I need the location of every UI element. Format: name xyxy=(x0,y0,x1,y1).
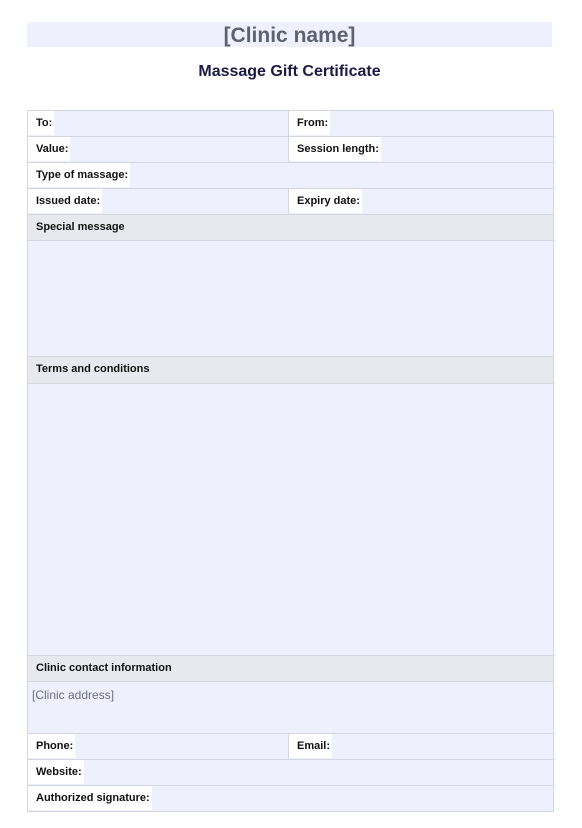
gift-certificate-form xyxy=(27,110,554,812)
clinic-address-placeholder: [Clinic address] xyxy=(32,688,115,702)
terms-label: Terms and conditions xyxy=(36,363,150,375)
terms-box[interactable] xyxy=(28,384,554,656)
signature-field[interactable] xyxy=(28,786,554,812)
terms-header xyxy=(28,357,554,384)
contact-label: Clinic contact information xyxy=(36,662,172,674)
to-field[interactable] xyxy=(28,111,289,137)
document-title: Massage Gift Certificate xyxy=(198,63,381,80)
value-field[interactable] xyxy=(28,137,289,163)
value-label: Value: xyxy=(28,137,70,161)
type-of-massage-field[interactable] xyxy=(28,163,554,189)
special-message-box[interactable] xyxy=(28,241,554,357)
website-label: Website: xyxy=(28,760,84,784)
email-field[interactable] xyxy=(289,734,554,760)
clinic-name[interactable]: [Clinic name] xyxy=(27,22,552,47)
email-label: Email: xyxy=(289,734,332,758)
from-label: From: xyxy=(289,111,330,135)
clinic-address-box[interactable] xyxy=(28,682,554,734)
website-field[interactable] xyxy=(28,760,554,786)
signature-label: Authorized signature: xyxy=(28,786,152,810)
from-field[interactable] xyxy=(289,111,554,137)
special-message-header xyxy=(28,215,554,241)
contact-header xyxy=(28,656,554,682)
phone-field[interactable] xyxy=(28,734,289,760)
special-message-label: Special message xyxy=(36,221,125,233)
session-length-field[interactable] xyxy=(289,137,554,163)
phone-label: Phone: xyxy=(28,734,75,758)
issued-date-field[interactable] xyxy=(28,189,289,215)
expiry-date-label: Expiry date: xyxy=(289,189,362,213)
session-length-label: Session length: xyxy=(289,137,381,161)
to-label: To: xyxy=(28,111,54,135)
expiry-date-field[interactable] xyxy=(289,189,554,215)
type-of-massage-label: Type of massage: xyxy=(28,163,130,187)
issued-date-label: Issued date: xyxy=(28,189,102,213)
